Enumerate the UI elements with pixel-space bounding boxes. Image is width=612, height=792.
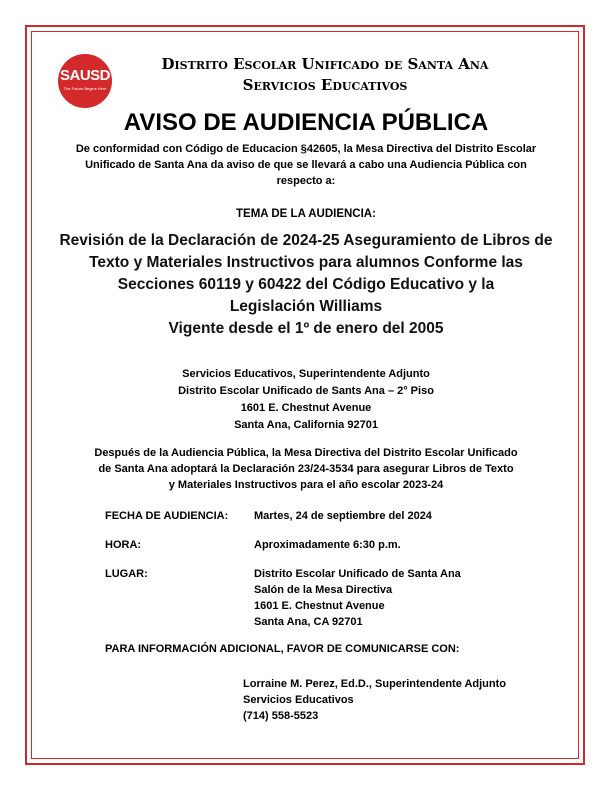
hearing-topic bbox=[40, 230, 572, 340]
department-name: Servicios Educativos bbox=[242, 76, 408, 94]
contact-name: Lorraine M. Perez, Ed.D., Superintendente Adjunto bbox=[243, 678, 507, 690]
office-address bbox=[30, 366, 582, 434]
intro-line: De conformidad con Código de Educacion §42605, la Mesa Directiva del Distrito Escolar bbox=[75, 143, 537, 155]
intro-line: Unificado de Santa Ana da aviso de que se llevará a cabo una Audiencia Pública con bbox=[85, 159, 527, 171]
fecha-label: FECHA DE AUDIENCIA: bbox=[105, 510, 229, 522]
topic-line: Texto y Materiales Instructivos para alumnos Conforme las bbox=[89, 254, 523, 271]
lugar-label: LUGAR: bbox=[105, 568, 148, 580]
address-line: Santa Ana, California 92701 bbox=[234, 419, 378, 431]
sausd-logo bbox=[58, 54, 112, 108]
district-name: Distrito Escolar Unificado de Santa Ana bbox=[161, 55, 489, 73]
hora-value: Aproximadamente 6:30 p.m. bbox=[254, 539, 401, 551]
contact-block bbox=[243, 676, 506, 724]
address-line: Servicios Educativos, Superintendente Adjunto bbox=[182, 368, 430, 380]
page-title: AVISO DE AUDIENCIA PÚBLICA bbox=[123, 109, 489, 136]
topic-line: Revisión de la Declaración de 2024-25 Aseguramiento de Libros de bbox=[59, 232, 553, 249]
hora-label: HORA: bbox=[105, 539, 142, 551]
address-line: Distrito Escolar Unificado de Sants Ana – 2° Piso bbox=[178, 385, 434, 397]
contact-phone: (714) 558-5523 bbox=[243, 710, 319, 722]
lugar-line: Santa Ana, CA 92701 bbox=[254, 616, 363, 628]
tema-label: TEMA DE LA AUDIENCIA: bbox=[236, 208, 376, 220]
adoption-line: y Materiales Instructivos para el año escolar 2023-24 bbox=[168, 479, 444, 491]
lugar-line: 1601 E. Chestnut Avenue bbox=[254, 600, 385, 612]
lugar-line: Salón de la Mesa Directiva bbox=[254, 584, 393, 596]
topic-line: Secciones 60119 y 60422 del Código Educativo y la bbox=[117, 276, 495, 293]
adoption-paragraph bbox=[60, 445, 552, 493]
topic-line: Legislación Williams bbox=[229, 298, 383, 315]
address-line: 1601 E. Chestnut Avenue bbox=[240, 402, 372, 414]
intro-paragraph bbox=[60, 141, 552, 189]
lugar-value bbox=[254, 566, 461, 630]
adoption-line: de Santa Ana adoptará la Declaración 23/24-3534 para asegurar Libros de Texto bbox=[98, 463, 514, 475]
contact-department: Servicios Educativos bbox=[243, 694, 354, 706]
info-label: PARA INFORMACIÓN ADICIONAL, FAVOR DE COMUNICARSE CON: bbox=[105, 643, 460, 655]
intro-line: respecto a: bbox=[276, 175, 336, 187]
adoption-line: Después de la Audiencia Pública, la Mesa Directiva del Distrito Escolar Unificado bbox=[94, 447, 518, 459]
topic-line: Vigente desde el 1º de enero del 2005 bbox=[168, 320, 444, 337]
lugar-line: Distrito Escolar Unificado de Santa Ana bbox=[254, 568, 461, 580]
logo-text: SAUSD bbox=[59, 67, 110, 84]
logo-tagline: The Future Begins Here bbox=[63, 86, 107, 91]
fecha-value: Martes, 24 de septiembre del 2024 bbox=[254, 510, 432, 522]
